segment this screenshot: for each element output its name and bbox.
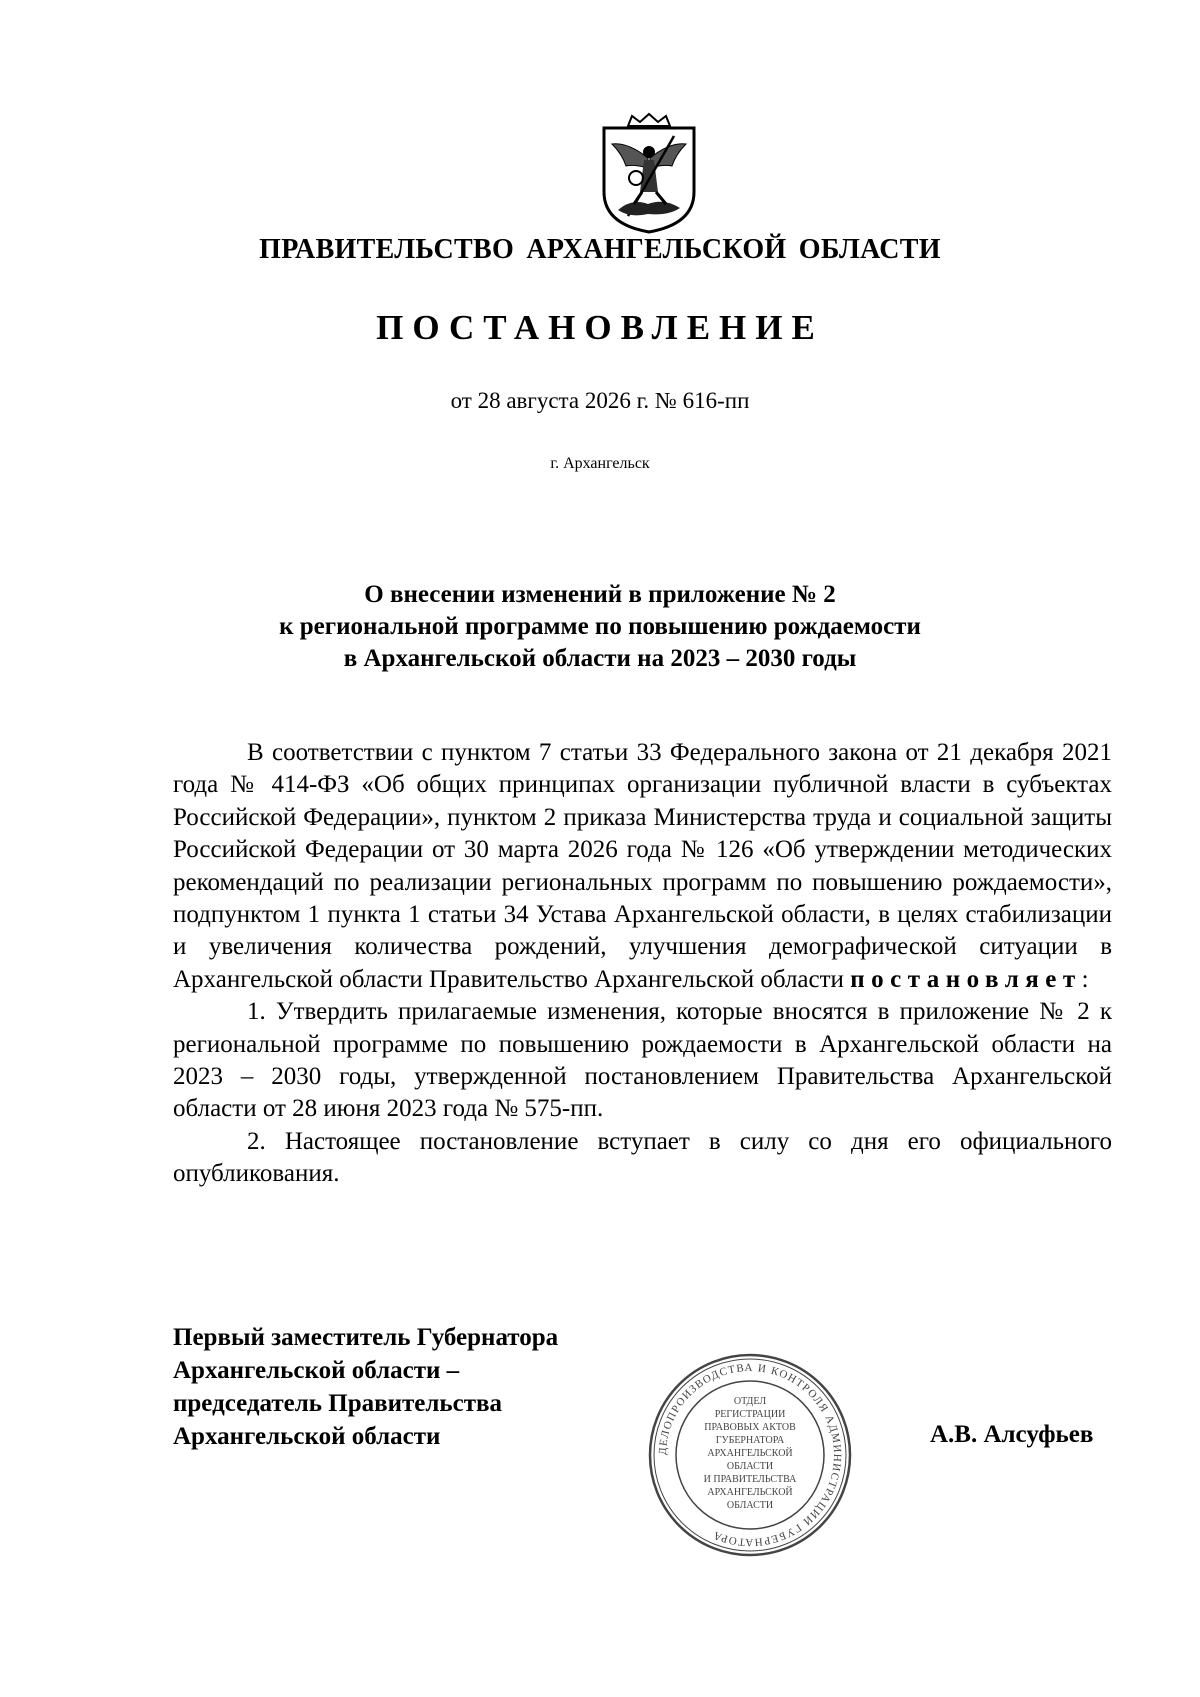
signatory-line: Архангельской области –: [173, 1357, 460, 1384]
government-name: ПРАВИТЕЛЬСТВО АРХАНГЕЛЬСКОЙ ОБЛАСТИ: [259, 234, 941, 265]
stamp-center-line: ПРАВОВЫХ АКТОВ: [704, 1422, 796, 1433]
stamp-center-line: ОТДЕЛ: [733, 1396, 767, 1407]
stamp-center-line: АРХАНГЕЛЬСКОЙ: [707, 1487, 793, 1498]
document-title: [170, 579, 1030, 675]
title-line: в Архангельской области на 2023 – 2030 годы: [343, 645, 857, 672]
signatory-line: Архангельской области: [173, 1423, 441, 1450]
resolves-colon: :: [1081, 965, 1089, 993]
title-line: к региональной программе по повышению рождаемости: [279, 613, 921, 640]
official-stamp: [645, 1350, 855, 1560]
preamble-text: В соответствии с пунктом 7 статьи 33 Федерального закона от 21 декабря 2021 года № 414-ФЗ «Об общих принципах организации публичной власти в субъектах Российской Федерации», пунктом 2 приказа Министерства труда и социальной защиты Российской Федерации от 30 марта 2026 года № 126 «Об утверждении методических рекомендаций по реализации региональных программ по повышению рождаемости», подпунктом 1 пункта 1 статьи 34 Устава Архангельской области, в целях стабилизации и увеличения количества рождений, улучшения демографической ситуации в Архангельской области Правительство Архангельской области: [173, 739, 1112, 993]
resolves-word: постановляет: [850, 965, 1082, 993]
stamp-center-line: И ПРАВИТЕЛЬСТВА: [703, 1474, 797, 1485]
signatory-position: [173, 1321, 633, 1453]
stamp-center-line: ГУБЕРНАТОРА: [715, 1435, 785, 1446]
item-2-paragraph: 2. Настоящее постановление вступает в силу со дня его официального опубликования.: [173, 1127, 1112, 1188]
signatory-line: Первый заместитель Губернатора: [173, 1324, 559, 1351]
stamp-center-line: РЕГИСТРАЦИИ: [714, 1409, 786, 1420]
document-body: [173, 737, 1112, 1191]
coat-of-arms-emblem: [598, 112, 700, 234]
item-1-paragraph: 1. Утвердить прилагаемые изменения, которые вносятся в приложение № 2 к региональной программе по повышению рождаемости в Архангельской области на 2023 – 2030 годы, утвержденной постановлением Правительства Архангельской области от 28 июня 2023 года № 575-пп.: [173, 998, 1112, 1123]
document-date-number: от 28 августа 2026 г. № 616-пп: [450, 388, 750, 413]
stamp-center-line: АРХАНГЕЛЬСКОЙ: [707, 1448, 793, 1459]
signatory-line: председатель Правительства: [173, 1390, 503, 1417]
preamble-paragraph: [173, 737, 1112, 996]
document-city: г. Архангельск: [550, 455, 650, 472]
document-type: ПОСТАНОВЛЕНИЕ: [376, 308, 824, 347]
stamp-center-line: ОБЛАСТИ: [726, 1500, 774, 1511]
signatory-name: А.В. Алсуфьев: [930, 1421, 1094, 1448]
title-line: О внесении изменений в приложение № 2: [364, 581, 836, 608]
stamp-ring-text: ДЕЛОПРОИЗВОДСТВА И КОНТРОЛЯ АДМИНИСТРАЦИИ ГУБЕРНАТОРА: [656, 1361, 844, 1549]
stamp-center-line: ОБЛАСТИ: [726, 1461, 774, 1472]
